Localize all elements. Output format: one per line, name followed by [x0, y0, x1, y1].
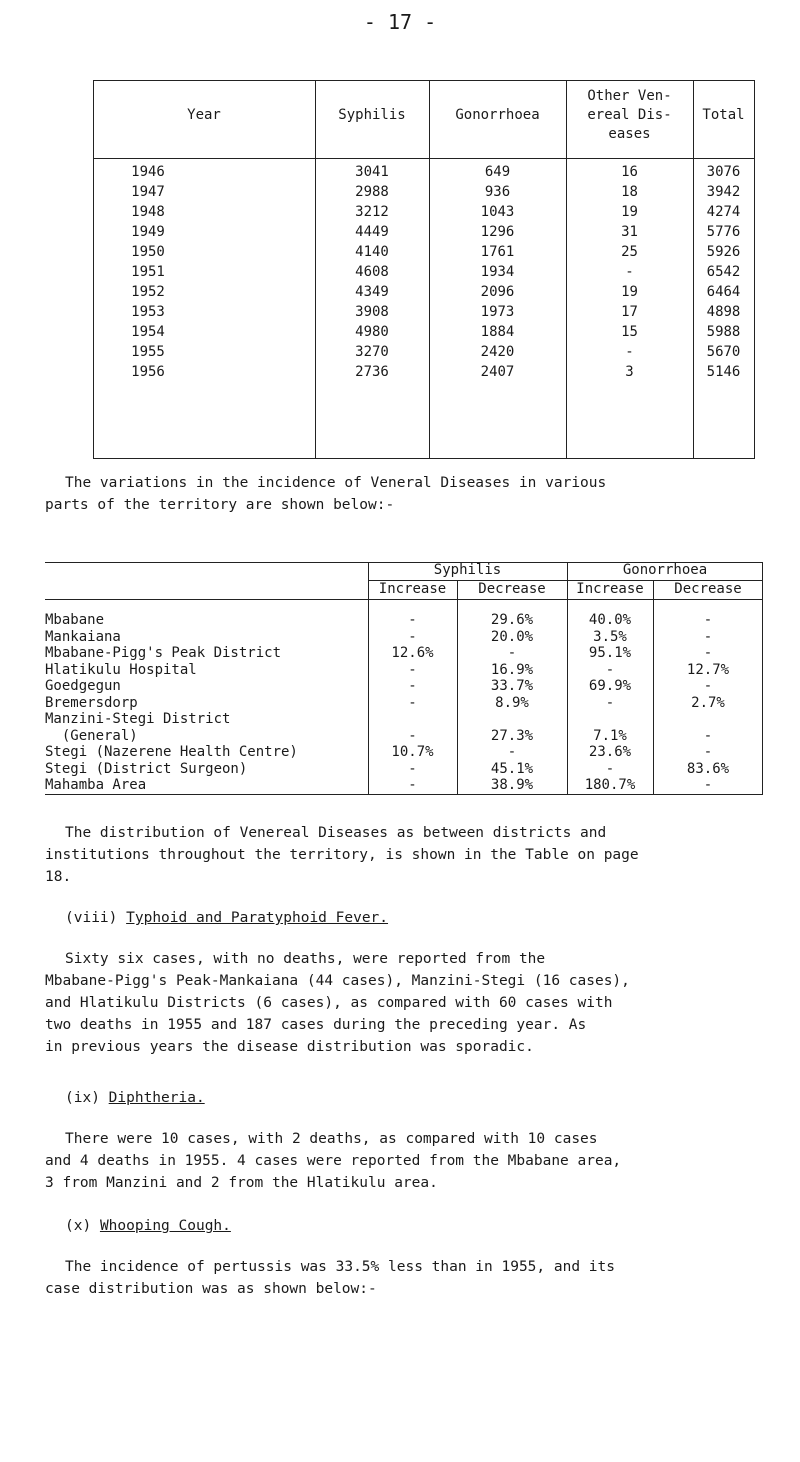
cell-other: 25 [621, 244, 638, 260]
cell-year: 1952 [131, 284, 165, 300]
cell-label: Manzini-Stegi District [45, 711, 231, 727]
group-syphilis: Syphilis [433, 562, 502, 578]
cell-s-inc: 12.6% [391, 645, 434, 661]
cell-syphilis: 2736 [355, 364, 389, 380]
table-row [93, 204, 755, 224]
text-line: Mbabane-Pigg's Peak-Mankaiana (44 cases), Manzini-Stegi (16 cases), [45, 973, 630, 989]
header-syphilis: Syphilis [338, 107, 406, 123]
table-row [93, 304, 755, 324]
table-border [45, 794, 763, 795]
cell-total: 6464 [706, 284, 741, 300]
cell-syphilis: 3041 [355, 164, 389, 180]
text-line: The variations in the incidence of Veneral Diseases in various [65, 475, 607, 491]
cell-g-inc: 7.1% [593, 727, 627, 744]
cell-g-dec: - [703, 645, 713, 661]
cell-s-inc: 10.7% [391, 744, 434, 760]
cell-total: 5776 [706, 224, 741, 240]
cell-label: Mbabane-Pigg's Peak District [45, 645, 282, 661]
cell-gonorrhoea: 1973 [480, 304, 515, 320]
cell-total: 5988 [706, 324, 741, 340]
heading-whooping-cough [65, 1218, 231, 1234]
text-line: 3 from Manzini and 2 from the Hlatikulu area. [45, 1175, 438, 1191]
cell-year: 1947 [131, 184, 165, 200]
paragraph-distribution [45, 822, 765, 888]
cell-year: 1946 [131, 164, 165, 180]
cell-gonorrhoea: 936 [484, 184, 511, 200]
cell-label: Hlatikulu Hospital [45, 661, 197, 678]
cell-s-dec: 8.9% [495, 694, 529, 711]
header-gonorrhoea-increase: Increase [576, 581, 644, 597]
cell-syphilis: 2988 [355, 184, 389, 200]
cell-s-inc: - [408, 694, 417, 711]
table-row [45, 777, 763, 794]
cell-s-dec: 27.3% [490, 727, 534, 744]
cell-g-dec: - [703, 678, 713, 694]
cell-s-dec: 38.9% [490, 777, 534, 793]
cell-s-inc: - [408, 678, 417, 694]
header-gonorrhoea-decrease: Decrease [674, 581, 742, 597]
cell-s-dec: 45.1% [490, 760, 534, 777]
cell-total: 5146 [706, 364, 741, 380]
vd-yearly-table [93, 80, 755, 460]
table-row [93, 244, 755, 264]
header-other-line: ereal Dis- [587, 107, 672, 123]
cell-g-inc: 40.0% [588, 612, 632, 628]
table-row [93, 224, 755, 244]
cell-year: 1949 [131, 224, 165, 240]
paragraph-typhoid [45, 948, 765, 1058]
paragraph-diphtheria [45, 1128, 765, 1194]
text-line: The distribution of Venereal Diseases as between districts and [65, 825, 607, 841]
table-row [45, 744, 763, 761]
cell-g-inc: 95.1% [588, 645, 632, 661]
cell-label: Stegi (Nazerene Health Centre) [45, 744, 298, 760]
cell-syphilis: 4980 [355, 324, 389, 340]
header-other-line: Other Ven- [587, 88, 672, 104]
text-line: and 4 deaths in 1955. 4 cases were reported from the Mbabane area, [45, 1153, 622, 1169]
cell-syphilis: 3908 [355, 304, 389, 320]
heading-title: Typhoid and Paratyphoid Fever. [126, 910, 389, 926]
cell-year: 1955 [131, 344, 165, 360]
page-number: - 17 - [363, 10, 437, 34]
cell-syphilis: 3270 [355, 344, 389, 360]
text-line: two deaths in 1955 and 187 cases during the preceding year. As [45, 1017, 587, 1033]
paragraph-variations [45, 472, 765, 516]
table-row [93, 184, 755, 204]
cell-s-dec: 20.0% [490, 628, 534, 645]
table-row [45, 645, 763, 662]
cell-total: 4274 [706, 204, 741, 220]
cell-s-dec: - [507, 645, 517, 661]
cell-other: 19 [621, 204, 638, 220]
cell-gonorrhoea: 1043 [480, 204, 515, 220]
cell-g-inc: - [605, 661, 615, 678]
cell-label: Bremersdorp [45, 694, 138, 711]
table-row [93, 344, 755, 364]
cell-g-dec: - [703, 612, 713, 628]
cell-other: 18 [621, 184, 638, 200]
cell-g-dec: - [703, 744, 713, 760]
header-gonorrhoea: Gonorrhoea [455, 107, 540, 123]
heading-number: (x) [65, 1218, 92, 1234]
cell-year: 1948 [131, 204, 165, 220]
text-line: Sixty six cases, with no deaths, were reported from the [65, 951, 546, 967]
cell-other: 3 [625, 364, 634, 380]
cell-total: 4898 [706, 304, 741, 320]
cell-other: 17 [621, 304, 638, 320]
cell-s-inc: - [408, 612, 417, 628]
cell-syphilis: 4140 [355, 244, 389, 260]
cell-year: 1951 [131, 264, 165, 280]
text-line: in previous years the disease distribution was sporadic. [45, 1039, 534, 1055]
table-border [93, 80, 755, 81]
cell-g-dec: 83.6% [686, 760, 730, 777]
cell-g-inc: - [605, 760, 615, 777]
header-syphilis-decrease: Decrease [478, 581, 546, 597]
cell-g-inc: 180.7% [584, 777, 636, 793]
table-row [93, 264, 755, 284]
table-row [93, 364, 755, 384]
cell-s-inc: - [408, 727, 417, 744]
table-row [45, 728, 763, 745]
cell-year: 1950 [131, 244, 165, 260]
table-row [45, 612, 763, 629]
cell-year: 1953 [131, 304, 165, 320]
cell-syphilis: 4608 [355, 264, 389, 280]
table-row [93, 324, 755, 344]
text-line: case distribution was as shown below:- [45, 1281, 377, 1297]
cell-total: 6542 [706, 264, 741, 280]
cell-g-dec: 2.7% [691, 694, 725, 711]
cell-year: 1956 [131, 364, 165, 380]
text-line: parts of the territory are shown below:- [45, 497, 395, 513]
cell-g-dec: - [703, 727, 713, 744]
vd-variation-table [45, 562, 763, 795]
cell-other: 16 [621, 164, 638, 180]
cell-gonorrhoea: 649 [484, 164, 511, 180]
text-line: 18. [45, 869, 72, 885]
table-row [45, 662, 763, 679]
cell-g-inc: 69.9% [588, 678, 632, 694]
cell-label: (General) [45, 727, 138, 744]
cell-g-dec: 12.7% [686, 661, 730, 678]
cell-total: 3942 [706, 184, 741, 200]
heading-diphtheria [65, 1090, 205, 1106]
cell-label: Mbabane [45, 612, 105, 628]
cell-gonorrhoea: 1761 [480, 244, 515, 260]
cell-gonorrhoea: 2096 [480, 284, 515, 300]
header-other [566, 87, 693, 144]
header-year: Year [187, 107, 221, 123]
cell-label: Mankaiana [45, 628, 121, 645]
cell-other: - [625, 264, 634, 280]
cell-other: 15 [621, 324, 638, 340]
cell-syphilis: 4349 [355, 284, 389, 300]
cell-syphilis: 4449 [355, 224, 389, 240]
cell-s-inc: - [408, 628, 417, 645]
cell-label: Stegi (District Surgeon) [45, 760, 248, 777]
cell-g-inc: 3.5% [593, 628, 627, 645]
cell-g-dec: - [703, 628, 713, 645]
cell-s-inc: - [408, 760, 417, 777]
heading-number: (ix) [65, 1090, 100, 1106]
table-border [93, 458, 755, 459]
cell-other: 31 [621, 224, 638, 240]
cell-g-inc: 23.6% [588, 744, 632, 760]
cell-s-dec: 29.6% [490, 612, 534, 628]
cell-gonorrhoea: 1934 [480, 264, 515, 280]
table-row [93, 284, 755, 304]
heading-title: Whooping Cough. [99, 1218, 231, 1234]
cell-gonorrhoea: 2407 [480, 364, 515, 380]
cell-s-dec: - [507, 744, 517, 760]
header-divider [45, 599, 763, 600]
header-other-line: eases [608, 126, 651, 142]
cell-total: 5926 [706, 244, 741, 260]
cell-g-dec: - [703, 777, 713, 793]
cell-total: 5670 [706, 344, 741, 360]
cell-s-inc: - [408, 777, 417, 793]
table-row [93, 164, 755, 184]
text-line: There were 10 cases, with 2 deaths, as compared with 10 cases [65, 1131, 598, 1147]
header-divider [93, 158, 755, 159]
cell-gonorrhoea: 1296 [480, 224, 515, 240]
heading-title: Diphtheria. [108, 1090, 205, 1106]
table-row [45, 695, 763, 712]
heading-typhoid [65, 910, 388, 926]
cell-s-dec: 16.9% [490, 661, 534, 678]
cell-s-inc: - [408, 661, 417, 678]
cell-syphilis: 3212 [355, 204, 389, 220]
table-row [45, 629, 763, 646]
cell-other: 19 [621, 284, 638, 300]
cell-total: 3076 [706, 164, 741, 180]
cell-gonorrhoea: 1884 [480, 324, 515, 340]
cell-label: Goedgegun [45, 678, 121, 694]
cell-label: Mahamba Area [45, 777, 147, 793]
cell-gonorrhoea: 2420 [480, 344, 515, 360]
header-syphilis-increase: Increase [378, 581, 447, 597]
text-line: The incidence of pertussis was 33.5% less than in 1955, and its [65, 1259, 615, 1275]
cell-s-dec: 33.7% [490, 678, 534, 694]
text-line: institutions throughout the territory, is shown in the Table on page [45, 847, 639, 863]
table-row [45, 761, 763, 778]
cell-year: 1954 [131, 324, 165, 340]
text-line: and Hlatikulu Districts (6 cases), as compared with 60 cases with [45, 995, 613, 1011]
cell-g-inc: - [605, 694, 615, 711]
table-row [45, 678, 763, 695]
paragraph-whooping-cough [45, 1256, 765, 1300]
table-row [45, 711, 763, 728]
group-gonorrhoea: Gonorrhoea [622, 562, 708, 578]
heading-number: (viii) [65, 910, 118, 926]
cell-other: - [625, 344, 634, 360]
header-total: Total [702, 107, 745, 123]
